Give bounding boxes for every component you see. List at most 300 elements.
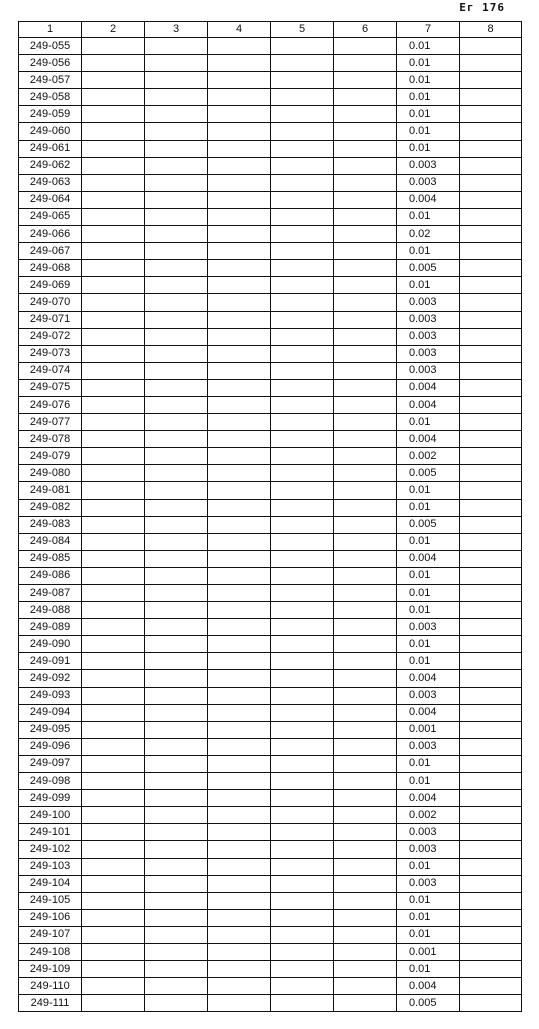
table-row xyxy=(19,773,522,790)
table-row xyxy=(19,516,522,533)
row-code-cell: 249-060 xyxy=(19,123,82,140)
row-code-cell: 249-090 xyxy=(19,636,82,653)
empty-cell xyxy=(208,345,271,362)
empty-cell xyxy=(334,431,397,448)
row-code-cell: 249-083 xyxy=(19,516,82,533)
row-code-cell: 249-087 xyxy=(19,585,82,602)
empty-cell xyxy=(334,157,397,174)
empty-cell xyxy=(460,653,522,670)
empty-cell xyxy=(460,636,522,653)
row-code-cell: 249-103 xyxy=(19,858,82,875)
empty-cell xyxy=(271,978,334,995)
empty-cell xyxy=(82,687,145,704)
empty-cell xyxy=(334,550,397,567)
empty-cell xyxy=(271,499,334,516)
row-value-cell: 0.001 xyxy=(397,943,460,960)
empty-cell xyxy=(208,499,271,516)
empty-cell xyxy=(145,978,208,995)
table-row xyxy=(19,619,522,636)
empty-cell xyxy=(145,89,208,106)
empty-cell xyxy=(334,636,397,653)
empty-cell xyxy=(145,858,208,875)
table-row xyxy=(19,807,522,824)
empty-cell xyxy=(208,55,271,72)
empty-cell xyxy=(271,807,334,824)
row-value-cell: 0.004 xyxy=(397,431,460,448)
empty-cell xyxy=(271,995,334,1012)
empty-cell xyxy=(460,277,522,294)
empty-cell xyxy=(460,602,522,619)
empty-cell xyxy=(460,807,522,824)
empty-cell xyxy=(460,790,522,807)
row-code-cell: 249-110 xyxy=(19,978,82,995)
empty-cell xyxy=(145,533,208,550)
empty-cell xyxy=(208,636,271,653)
row-value-cell: 0.01 xyxy=(397,773,460,790)
column-header: 8 xyxy=(460,22,522,38)
empty-cell xyxy=(145,123,208,140)
empty-cell xyxy=(334,174,397,191)
empty-cell xyxy=(208,567,271,584)
empty-cell xyxy=(271,824,334,841)
row-value-cell: 0.01 xyxy=(397,414,460,431)
empty-cell xyxy=(82,824,145,841)
row-code-cell: 249-105 xyxy=(19,892,82,909)
table-row xyxy=(19,379,522,396)
empty-cell xyxy=(334,687,397,704)
empty-cell xyxy=(460,243,522,260)
empty-cell xyxy=(334,790,397,807)
empty-cell xyxy=(460,226,522,243)
empty-cell xyxy=(334,72,397,89)
empty-cell xyxy=(334,277,397,294)
row-value-cell: 0.004 xyxy=(397,704,460,721)
row-code-cell: 249-111 xyxy=(19,995,82,1012)
empty-cell xyxy=(82,738,145,755)
empty-cell xyxy=(208,943,271,960)
empty-cell xyxy=(271,909,334,926)
table-row xyxy=(19,396,522,413)
empty-cell xyxy=(145,362,208,379)
empty-cell xyxy=(271,208,334,225)
empty-cell xyxy=(208,208,271,225)
empty-cell xyxy=(334,567,397,584)
row-value-cell: 0.01 xyxy=(397,755,460,772)
empty-cell xyxy=(208,465,271,482)
empty-cell xyxy=(208,773,271,790)
empty-cell xyxy=(460,414,522,431)
empty-cell xyxy=(271,875,334,892)
empty-cell xyxy=(271,773,334,790)
row-code-cell: 249-078 xyxy=(19,431,82,448)
table-row xyxy=(19,345,522,362)
row-value-cell: 0.002 xyxy=(397,807,460,824)
empty-cell xyxy=(208,550,271,567)
empty-cell xyxy=(271,550,334,567)
empty-cell xyxy=(271,465,334,482)
empty-cell xyxy=(82,670,145,687)
table-row xyxy=(19,482,522,499)
empty-cell xyxy=(460,704,522,721)
row-value-cell: 0.004 xyxy=(397,396,460,413)
empty-cell xyxy=(82,704,145,721)
empty-cell xyxy=(208,978,271,995)
empty-cell xyxy=(145,431,208,448)
row-code-cell: 249-096 xyxy=(19,738,82,755)
table-row xyxy=(19,670,522,687)
empty-cell xyxy=(271,943,334,960)
empty-cell xyxy=(82,516,145,533)
empty-cell xyxy=(145,208,208,225)
empty-cell xyxy=(145,824,208,841)
empty-cell xyxy=(208,72,271,89)
row-value-cell: 0.003 xyxy=(397,345,460,362)
empty-cell xyxy=(460,909,522,926)
row-value-cell: 0.01 xyxy=(397,89,460,106)
empty-cell xyxy=(460,978,522,995)
empty-cell xyxy=(460,550,522,567)
row-code-cell: 249-092 xyxy=(19,670,82,687)
empty-cell xyxy=(460,482,522,499)
empty-cell xyxy=(460,892,522,909)
row-code-cell: 249-099 xyxy=(19,790,82,807)
empty-cell xyxy=(208,995,271,1012)
empty-cell xyxy=(334,311,397,328)
table-row xyxy=(19,892,522,909)
table-row xyxy=(19,174,522,191)
empty-cell xyxy=(460,533,522,550)
row-code-cell: 249-074 xyxy=(19,362,82,379)
empty-cell xyxy=(145,550,208,567)
empty-cell xyxy=(145,55,208,72)
empty-cell xyxy=(460,995,522,1012)
empty-cell xyxy=(82,567,145,584)
empty-cell xyxy=(145,465,208,482)
table-row xyxy=(19,465,522,482)
empty-cell xyxy=(334,294,397,311)
empty-cell xyxy=(208,961,271,978)
empty-cell xyxy=(334,106,397,123)
empty-cell xyxy=(82,38,145,55)
empty-cell xyxy=(460,379,522,396)
table-header-row xyxy=(19,22,522,38)
table-row xyxy=(19,414,522,431)
empty-cell xyxy=(82,892,145,909)
row-code-cell: 249-059 xyxy=(19,106,82,123)
empty-cell xyxy=(208,362,271,379)
empty-cell xyxy=(145,311,208,328)
row-code-cell: 249-093 xyxy=(19,687,82,704)
empty-cell xyxy=(208,174,271,191)
empty-cell xyxy=(82,174,145,191)
empty-cell xyxy=(82,345,145,362)
row-value-cell: 0.005 xyxy=(397,465,460,482)
table-row xyxy=(19,106,522,123)
empty-cell xyxy=(208,619,271,636)
empty-cell xyxy=(145,294,208,311)
empty-cell xyxy=(82,961,145,978)
row-code-cell: 249-101 xyxy=(19,824,82,841)
row-value-cell: 0.004 xyxy=(397,670,460,687)
table-row xyxy=(19,943,522,960)
empty-cell xyxy=(82,89,145,106)
empty-cell xyxy=(82,243,145,260)
table-row xyxy=(19,704,522,721)
empty-cell xyxy=(145,277,208,294)
empty-cell xyxy=(145,379,208,396)
empty-cell xyxy=(82,328,145,345)
empty-cell xyxy=(82,858,145,875)
row-value-cell: 0.003 xyxy=(397,157,460,174)
empty-cell xyxy=(145,260,208,277)
empty-cell xyxy=(82,123,145,140)
empty-cell xyxy=(271,89,334,106)
empty-cell xyxy=(460,55,522,72)
table-row xyxy=(19,499,522,516)
empty-cell xyxy=(145,773,208,790)
table-row xyxy=(19,311,522,328)
empty-cell xyxy=(208,670,271,687)
empty-cell xyxy=(145,396,208,413)
row-value-cell: 0.01 xyxy=(397,653,460,670)
row-value-cell: 0.005 xyxy=(397,260,460,277)
empty-cell xyxy=(82,875,145,892)
empty-cell xyxy=(271,431,334,448)
empty-cell xyxy=(334,943,397,960)
empty-cell xyxy=(334,226,397,243)
empty-cell xyxy=(145,226,208,243)
empty-cell xyxy=(208,790,271,807)
empty-cell xyxy=(145,243,208,260)
empty-cell xyxy=(145,636,208,653)
row-value-cell: 0.003 xyxy=(397,687,460,704)
empty-cell xyxy=(271,841,334,858)
row-code-cell: 249-085 xyxy=(19,550,82,567)
empty-cell xyxy=(460,499,522,516)
table-row xyxy=(19,533,522,550)
empty-cell xyxy=(271,260,334,277)
row-value-cell: 0.01 xyxy=(397,243,460,260)
empty-cell xyxy=(82,362,145,379)
row-code-cell: 249-073 xyxy=(19,345,82,362)
empty-cell xyxy=(208,328,271,345)
row-code-cell: 249-094 xyxy=(19,704,82,721)
empty-cell xyxy=(334,841,397,858)
empty-cell xyxy=(460,106,522,123)
empty-cell xyxy=(82,721,145,738)
empty-cell xyxy=(334,140,397,157)
empty-cell xyxy=(271,72,334,89)
table-row xyxy=(19,157,522,174)
row-value-cell: 0.004 xyxy=(397,978,460,995)
empty-cell xyxy=(271,516,334,533)
table-row xyxy=(19,602,522,619)
row-code-cell: 249-108 xyxy=(19,943,82,960)
empty-cell xyxy=(271,721,334,738)
empty-cell xyxy=(334,892,397,909)
empty-cell xyxy=(82,294,145,311)
empty-cell xyxy=(271,755,334,772)
table-row xyxy=(19,72,522,89)
row-code-cell: 249-068 xyxy=(19,260,82,277)
empty-cell xyxy=(82,482,145,499)
row-value-cell: 0.01 xyxy=(397,72,460,89)
empty-cell xyxy=(334,926,397,943)
empty-cell xyxy=(460,465,522,482)
table-row xyxy=(19,653,522,670)
empty-cell xyxy=(208,226,271,243)
table-row xyxy=(19,89,522,106)
empty-cell xyxy=(145,499,208,516)
row-code-cell: 249-088 xyxy=(19,602,82,619)
empty-cell xyxy=(208,89,271,106)
empty-cell xyxy=(460,926,522,943)
empty-cell xyxy=(208,653,271,670)
empty-cell xyxy=(145,72,208,89)
empty-cell xyxy=(460,123,522,140)
empty-cell xyxy=(460,738,522,755)
empty-cell xyxy=(460,961,522,978)
empty-cell xyxy=(208,807,271,824)
empty-cell xyxy=(145,345,208,362)
row-value-cell: 0.001 xyxy=(397,721,460,738)
empty-cell xyxy=(208,585,271,602)
empty-cell xyxy=(334,807,397,824)
empty-cell xyxy=(334,191,397,208)
empty-cell xyxy=(82,55,145,72)
empty-cell xyxy=(334,345,397,362)
empty-cell xyxy=(271,790,334,807)
empty-cell xyxy=(82,431,145,448)
empty-cell xyxy=(271,602,334,619)
row-code-cell: 249-098 xyxy=(19,773,82,790)
row-code-cell: 249-077 xyxy=(19,414,82,431)
column-header: 6 xyxy=(334,22,397,38)
table-row xyxy=(19,858,522,875)
empty-cell xyxy=(82,943,145,960)
row-value-cell: 0.01 xyxy=(397,140,460,157)
empty-cell xyxy=(271,704,334,721)
empty-cell xyxy=(208,157,271,174)
empty-cell xyxy=(334,260,397,277)
empty-cell xyxy=(271,311,334,328)
empty-cell xyxy=(460,174,522,191)
empty-cell xyxy=(82,909,145,926)
row-value-cell: 0.003 xyxy=(397,362,460,379)
empty-cell xyxy=(145,482,208,499)
row-value-cell: 0.002 xyxy=(397,448,460,465)
row-code-cell: 249-091 xyxy=(19,653,82,670)
empty-cell xyxy=(145,704,208,721)
empty-cell xyxy=(334,909,397,926)
empty-cell xyxy=(145,414,208,431)
empty-cell xyxy=(82,106,145,123)
empty-cell xyxy=(208,379,271,396)
row-code-cell: 249-109 xyxy=(19,961,82,978)
empty-cell xyxy=(271,38,334,55)
empty-cell xyxy=(145,995,208,1012)
table-row xyxy=(19,755,522,772)
empty-cell xyxy=(271,277,334,294)
column-header: 5 xyxy=(271,22,334,38)
empty-cell xyxy=(271,157,334,174)
empty-cell xyxy=(82,773,145,790)
row-code-cell: 249-066 xyxy=(19,226,82,243)
empty-cell xyxy=(460,619,522,636)
empty-cell xyxy=(82,191,145,208)
empty-cell xyxy=(460,38,522,55)
empty-cell xyxy=(334,533,397,550)
empty-cell xyxy=(334,448,397,465)
row-code-cell: 249-062 xyxy=(19,157,82,174)
empty-cell xyxy=(460,72,522,89)
row-code-cell: 249-089 xyxy=(19,619,82,636)
empty-cell xyxy=(334,670,397,687)
empty-cell xyxy=(460,208,522,225)
empty-cell xyxy=(145,140,208,157)
empty-cell xyxy=(208,294,271,311)
empty-cell xyxy=(271,243,334,260)
empty-cell xyxy=(145,448,208,465)
empty-cell xyxy=(82,807,145,824)
row-code-cell: 249-076 xyxy=(19,396,82,413)
empty-cell xyxy=(145,191,208,208)
empty-cell xyxy=(145,516,208,533)
row-value-cell: 0.003 xyxy=(397,174,460,191)
table-row xyxy=(19,208,522,225)
table-row xyxy=(19,294,522,311)
empty-cell xyxy=(334,704,397,721)
empty-cell xyxy=(82,636,145,653)
table-row xyxy=(19,875,522,892)
empty-cell xyxy=(82,208,145,225)
empty-cell xyxy=(145,926,208,943)
column-header: 4 xyxy=(208,22,271,38)
empty-cell xyxy=(271,653,334,670)
empty-cell xyxy=(82,414,145,431)
row-code-cell: 249-063 xyxy=(19,174,82,191)
empty-cell xyxy=(460,773,522,790)
empty-cell xyxy=(208,704,271,721)
row-code-cell: 249-064 xyxy=(19,191,82,208)
empty-cell xyxy=(271,294,334,311)
table-row xyxy=(19,550,522,567)
empty-cell xyxy=(334,328,397,345)
empty-cell xyxy=(271,926,334,943)
empty-cell xyxy=(208,140,271,157)
empty-cell xyxy=(208,602,271,619)
row-code-cell: 249-079 xyxy=(19,448,82,465)
row-value-cell: 0.003 xyxy=(397,824,460,841)
row-value-cell: 0.004 xyxy=(397,790,460,807)
empty-cell xyxy=(208,909,271,926)
table-row xyxy=(19,260,522,277)
table-row xyxy=(19,328,522,345)
empty-cell xyxy=(82,140,145,157)
row-value-cell: 0.003 xyxy=(397,294,460,311)
empty-cell xyxy=(82,277,145,294)
empty-cell xyxy=(460,585,522,602)
table-body xyxy=(19,38,522,1012)
empty-cell xyxy=(460,567,522,584)
empty-cell xyxy=(460,396,522,413)
empty-cell xyxy=(460,362,522,379)
empty-cell xyxy=(82,311,145,328)
row-value-cell: 0.01 xyxy=(397,106,460,123)
empty-cell xyxy=(460,191,522,208)
empty-cell xyxy=(460,89,522,106)
column-header: 7 xyxy=(397,22,460,38)
